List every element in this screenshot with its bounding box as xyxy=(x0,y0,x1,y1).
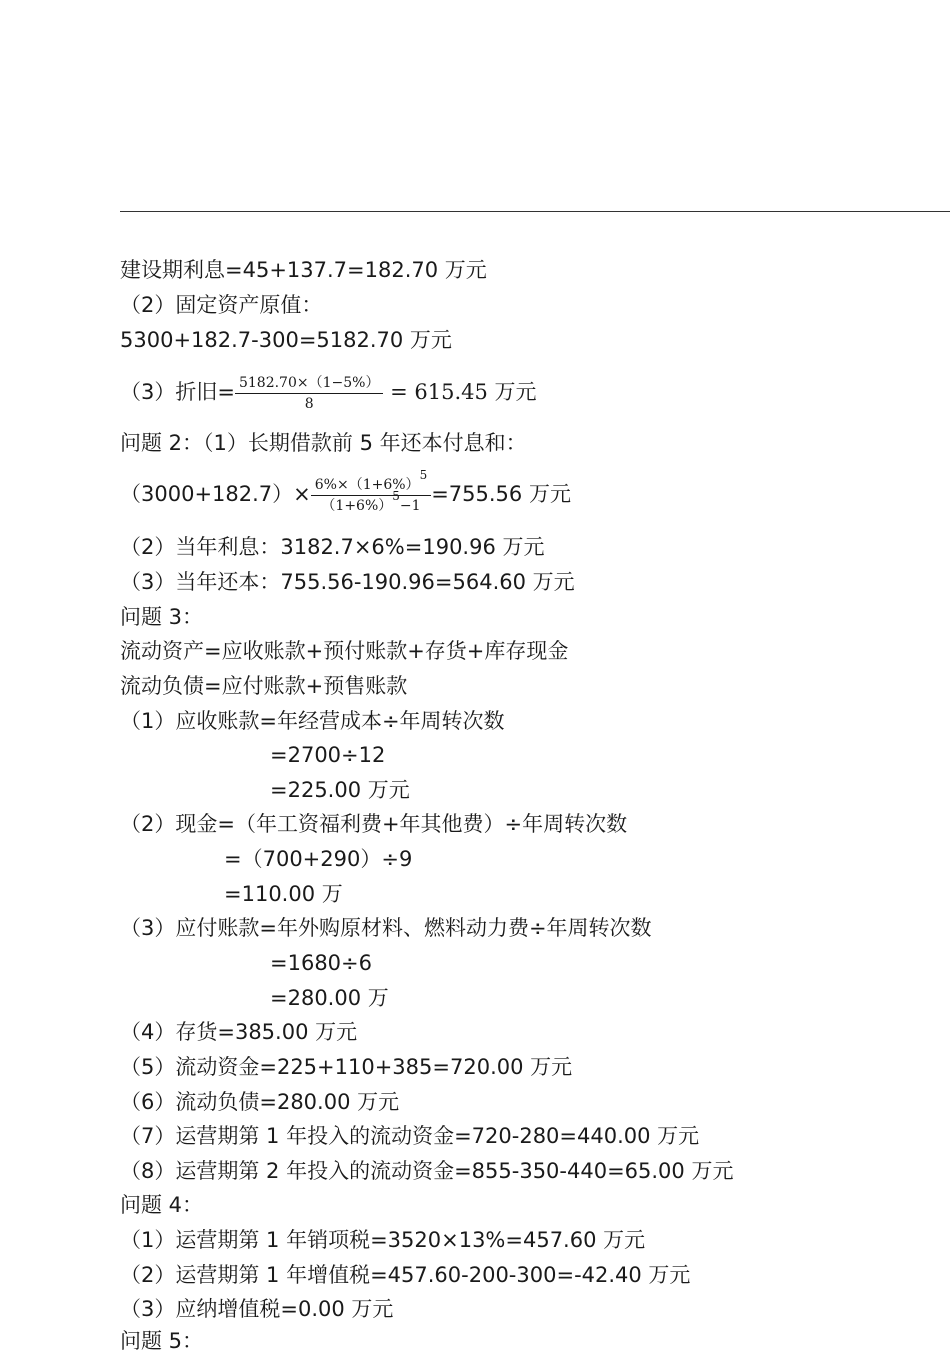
text-line: 5300+182.7-300=5182.70 万元 xyxy=(120,328,452,352)
text-line: （3）应纳增值税=0.00 万元 xyxy=(120,1297,394,1321)
text-line: （1）运营期第 1 年销项税=3520×13%=457.60 万元 xyxy=(120,1228,646,1252)
section-heading: 问题 5： xyxy=(120,1329,204,1353)
text-line: （2）现金=（年工资福利费+年其他费）÷年周转次数 xyxy=(120,812,628,836)
text-line: （5）流动资金=225+110+385=720.00 万元 xyxy=(120,1055,573,1079)
text-line: =（700+290）÷9 xyxy=(224,847,413,871)
text-line: 建设期利息=45+137.7=182.70 万元 xyxy=(120,258,487,282)
fraction-numerator: 5182.70×（1−5%） xyxy=(235,375,383,394)
text-line: （1）应收账款=年经营成本÷年周转次数 xyxy=(120,709,505,733)
depreciation-formula xyxy=(120,362,537,422)
fraction-denominator: 8 xyxy=(304,395,314,412)
numerator-exponent: 5 xyxy=(419,467,428,482)
depreciation-fraction xyxy=(235,375,383,412)
formula-prefix: （3000+182.7）× xyxy=(120,482,311,506)
text-line: =2700÷12 xyxy=(270,743,386,767)
formula-result: =755.56 万元 xyxy=(431,482,571,506)
denominator-tail: −1 xyxy=(399,497,421,514)
section-heading: 问题 3： xyxy=(120,605,204,629)
formula-prefix: （3）折旧= xyxy=(120,380,235,404)
text-line: =110.00 万 xyxy=(224,882,343,906)
formula-result: = 615.45 万元 xyxy=(383,380,537,404)
fraction-numerator xyxy=(311,467,431,496)
text-line: （6）流动负债=280.00 万元 xyxy=(120,1090,400,1114)
denominator-base: （1+6%） xyxy=(321,497,393,514)
text-line: 流动负债=应付账款+预售账款 xyxy=(120,674,408,698)
fraction-denominator xyxy=(311,488,431,514)
text-line: （8）运营期第 2 年投入的流动资金=855-350-440=65.00 万元 xyxy=(120,1159,734,1183)
text-line: （7）运营期第 1 年投入的流动资金=720-280=440.00 万元 xyxy=(120,1124,700,1148)
annuity-fraction xyxy=(311,467,431,514)
text-line: （3）应付账款=年外购原材料、燃料动力费÷年周转次数 xyxy=(120,916,652,940)
text-line: =280.00 万 xyxy=(270,986,389,1010)
header-rule xyxy=(120,211,950,212)
numerator-base: 6%×（1+6%） xyxy=(314,476,420,493)
denominator-exponent: 5 xyxy=(392,488,400,503)
text-line: （2）运营期第 1 年增值税=457.60-200-300=-42.40 万元 xyxy=(120,1263,691,1287)
text-line: 流动资产=应收账款+预付账款+存货+库存现金 xyxy=(120,639,569,663)
text-line: =225.00 万元 xyxy=(270,778,410,802)
text-line: =1680÷6 xyxy=(270,951,372,975)
text-line: 问题 2：（1）长期借款前 5 年还本付息和： xyxy=(120,431,527,455)
text-line: （4）存货=385.00 万元 xyxy=(120,1020,358,1044)
text-line: （2）固定资产原值： xyxy=(120,293,323,317)
annuity-formula xyxy=(120,461,571,527)
text-line: （2）当年利息：3182.7×6%=190.96 万元 xyxy=(120,535,545,559)
text-line: （3）当年还本：755.56-190.96=564.60 万元 xyxy=(120,570,575,594)
section-heading: 问题 4： xyxy=(120,1193,204,1217)
